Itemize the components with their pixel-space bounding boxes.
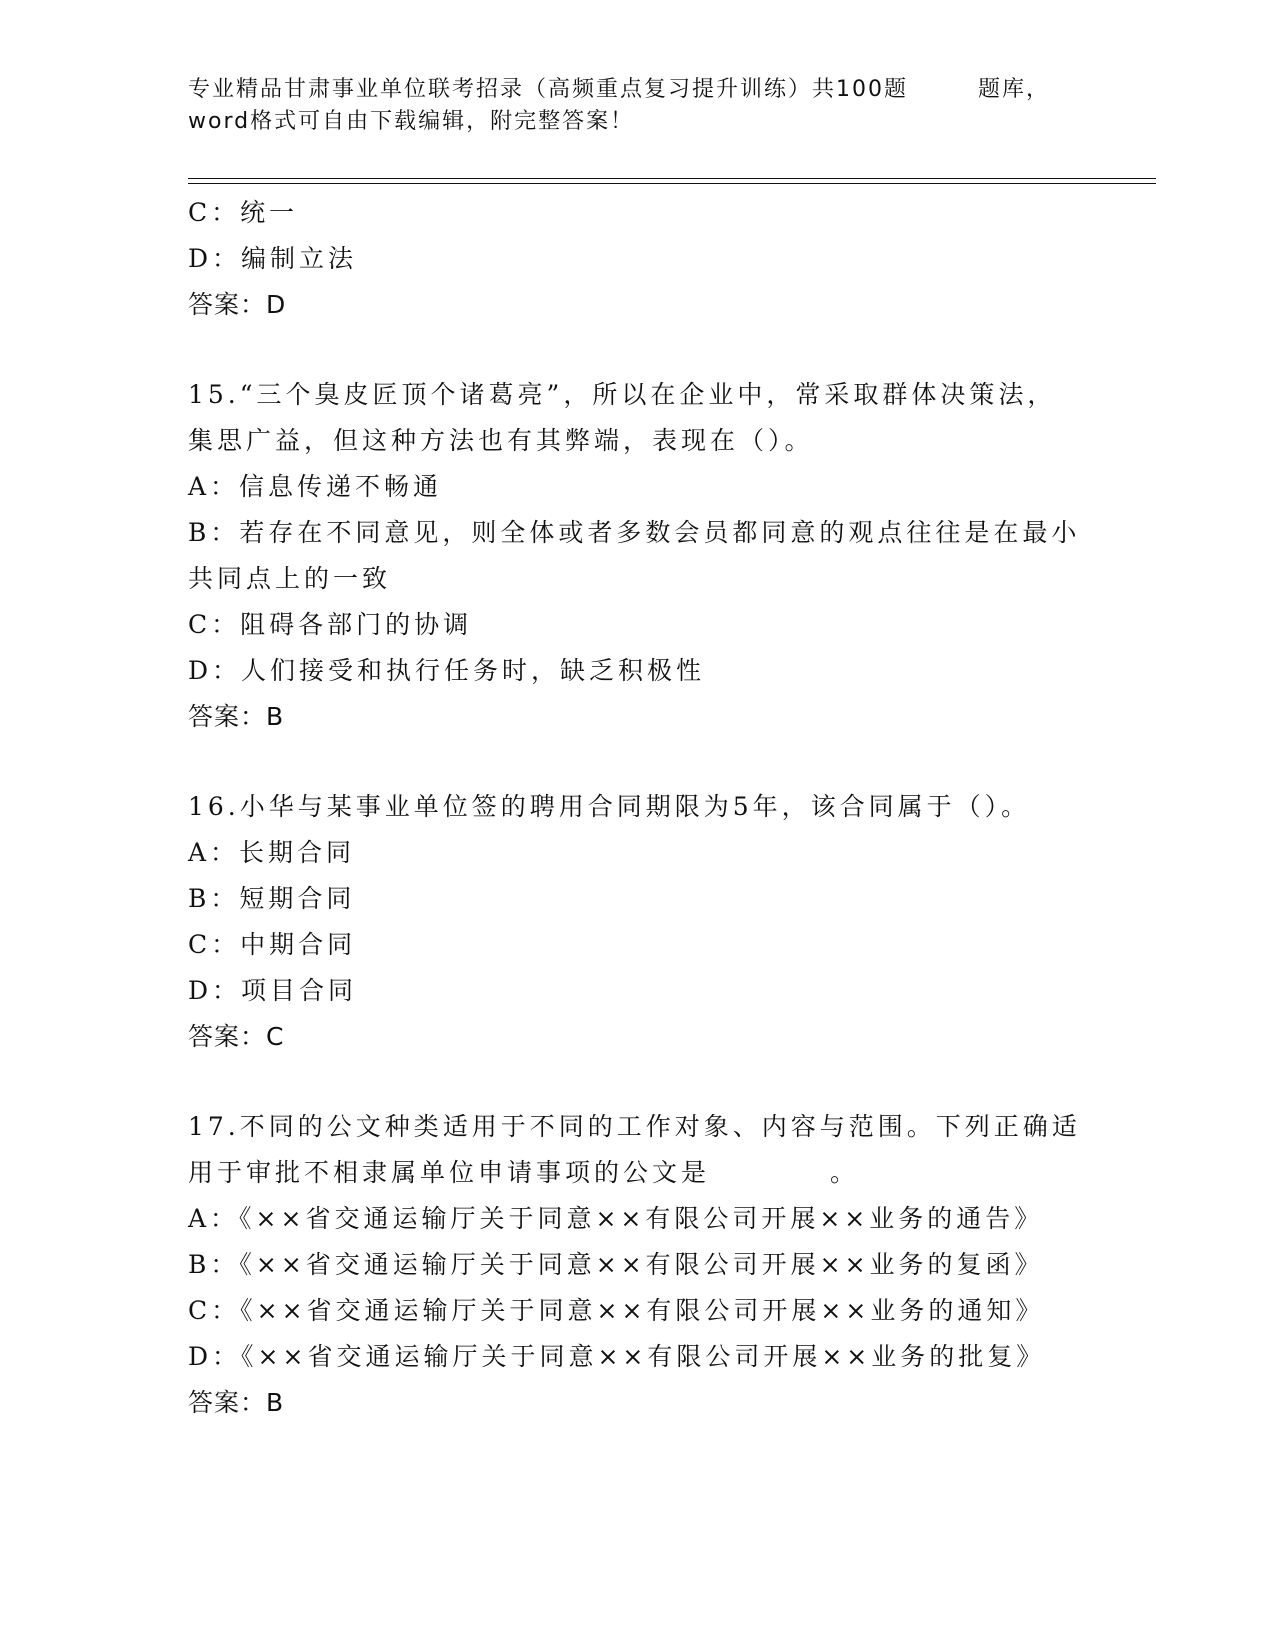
option-c: C：中期合同 [188,930,357,959]
header-title-tail: 题库， [978,77,1051,102]
option-b: B：短期合同 [188,884,356,913]
option-b: B：《××省交通运输厅关于同意××有限公司开展××业务的复函》 [188,1250,1044,1279]
question-stem: 16.小华与某事业单位签的聘用合同期限为5年，该合同属于（）。 [188,792,1031,821]
header-line-1 [188,74,1068,106]
option-a: A：《××省交通运输厅关于同意××有限公司开展××业务的通告》 [188,1204,1044,1233]
header-line-2: word格式可自由下载编辑，附完整答案！ [188,109,635,134]
option-c: C：《××省交通运输厅关于同意××有限公司开展××业务的通知》 [188,1296,1045,1325]
question-stem: 17.不同的公文种类适用于不同的工作对象、内容与范围。下列正确适 [188,1112,1081,1141]
option-c: C：阻碍各部门的协调 [188,610,473,639]
header-divider-bottom [188,183,1156,184]
option-d: D：《××省交通运输厅关于同意××有限公司开展××业务的批复》 [188,1342,1046,1371]
question-stem-end: 。 [830,1158,860,1187]
header-divider-top [188,178,1156,179]
answer: 答案：B [188,702,285,731]
header-title: 专业精品甘肃事业单位联考招录（高频重点复习提升训练）共100题 [188,77,908,102]
option-b-cont: 共同点上的一致 [188,564,392,593]
answer: 答案：D [188,290,287,319]
option-a: A：长期合同 [188,838,356,867]
question-stem: 15.“三个臭皮匠顶个诸葛亮”，所以在企业中，常采取群体决策法， [188,380,1057,409]
answer: 答案：C [188,1022,285,1051]
question-stem-cont: 集思广益，但这种方法也有其弊端，表现在（）。 [188,426,814,455]
option-b: B：若存在不同意见，则全体或者多数会员都同意的观点往往是在最小 [188,518,1081,547]
page-header [188,74,1068,138]
question-list [188,190,1088,1426]
option-d: D：项目合同 [188,976,358,1005]
question-17 [188,1104,1088,1426]
question-stem-text: 用于审批不相隶属单位申请事项的公文是 [188,1158,711,1187]
question-stem-cont [188,1150,1088,1196]
question-14-tail [188,190,1088,328]
option-c: C：统一 [188,198,299,227]
question-16 [188,784,1088,1060]
answer: 答案：B [188,1388,285,1417]
option-a: A：信息传递不畅通 [188,472,443,501]
question-15 [188,372,1088,740]
option-d: D：编制立法 [188,244,358,273]
option-d: D：人们接受和执行任务时，缺乏积极性 [188,656,706,685]
